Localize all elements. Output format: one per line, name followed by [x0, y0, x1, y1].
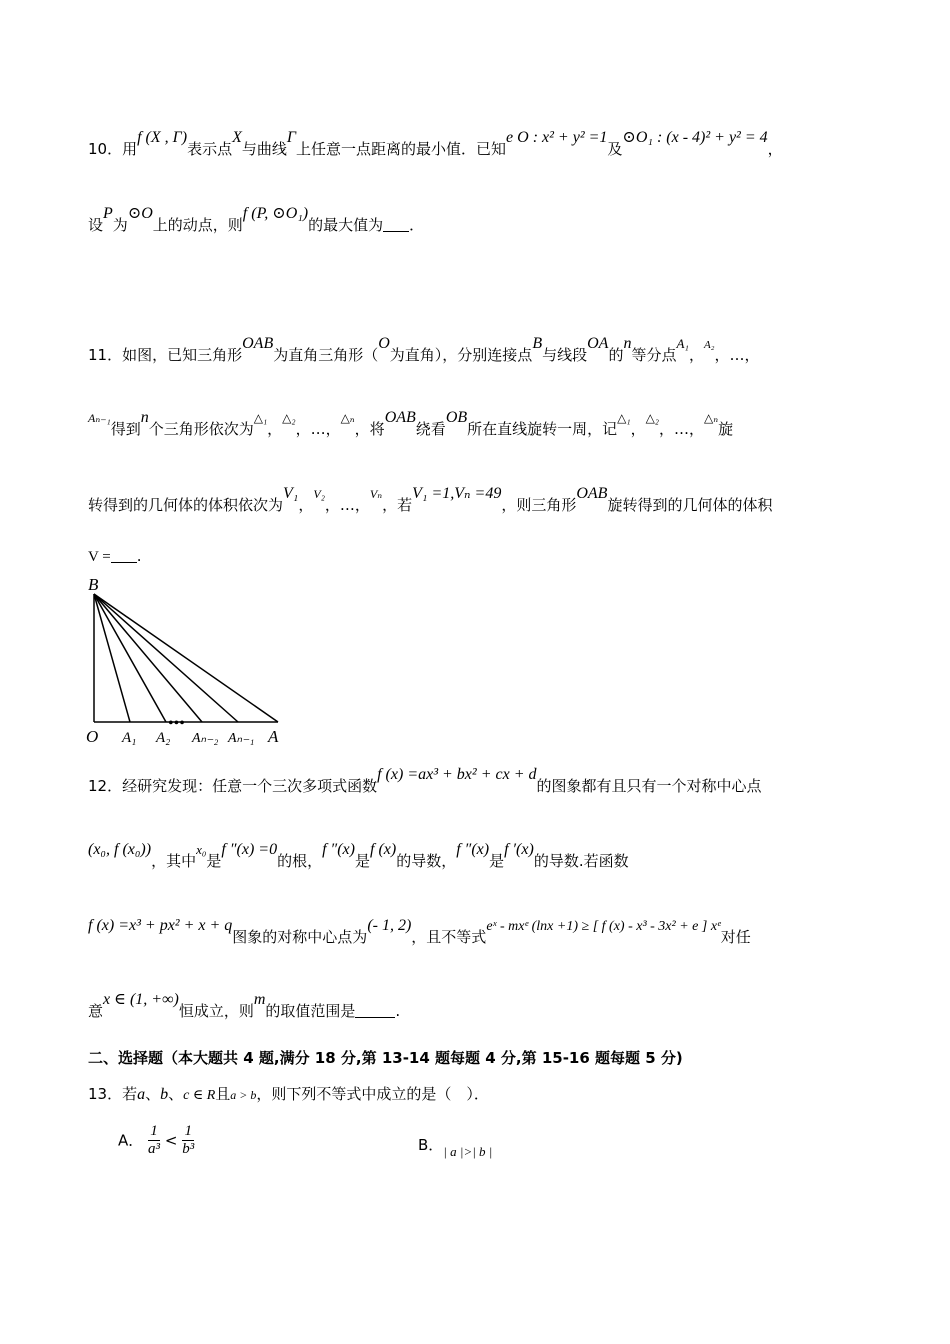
frac-numerator: 1	[150, 1123, 158, 1139]
q13-text: 、	[168, 1085, 184, 1103]
label-a: A	[268, 727, 279, 746]
q11-text: ，…，	[324, 496, 370, 514]
q11-text: 绕看	[415, 420, 446, 438]
option-a-relation: <	[164, 1131, 178, 1150]
q10-text: 的最大值为	[308, 216, 384, 234]
q10-text: 上任意一点距离的最小值．已知	[296, 140, 507, 158]
q11-text: 为直角），分别连接点	[389, 346, 533, 364]
q11-text: ，…，	[295, 420, 341, 438]
q10-answer-blank[interactable]	[383, 217, 409, 232]
q12-line-2	[88, 841, 629, 873]
q12-m: m	[253, 991, 266, 1008]
q12-cubic: f (x) =ax³ + bx² + cx + d	[377, 766, 537, 783]
q11-oab: OAB	[242, 335, 274, 352]
q11-vn: Vₙ	[369, 487, 383, 501]
q10-number: 10．	[88, 140, 123, 158]
option-a-label: A．	[118, 1131, 144, 1150]
triangle-figure	[84, 574, 294, 748]
q11-text: 如图，已知三角形	[122, 346, 243, 364]
q13-a: a	[137, 1086, 146, 1103]
q10-text: ，	[767, 140, 783, 158]
q12-line-1	[88, 766, 762, 798]
option-b-expr: | a |>| b |	[443, 1144, 493, 1159]
q11-o: O	[378, 335, 390, 352]
q11-text: ，则三角形	[501, 496, 577, 514]
section-2-heading: 二、选择题（本大题共 4 题,满分 18 分,第 13-14 题每题 4 分,第 15-16 题每题 5 分)	[88, 1049, 683, 1067]
q12-point: (- 1, 2)	[367, 917, 412, 934]
label-a2: A₂	[156, 730, 171, 746]
q12-text: 是	[206, 852, 222, 870]
q13-text: 若	[122, 1085, 138, 1103]
q12-line-3	[88, 917, 751, 950]
q10-line-1	[88, 129, 783, 161]
q12-func: f (x) =x³ + px² + x + q	[88, 917, 233, 934]
segment-ban1	[94, 594, 238, 722]
q12-text: 经研究发现：任意一个三次多项式函数	[122, 777, 378, 795]
q13-c-in-r: c ∈ R	[183, 1088, 216, 1103]
q12-text: 是	[489, 852, 505, 870]
q12-text: 的取值范围是	[265, 1002, 356, 1020]
q12-fpp0: f ″(x) =0	[221, 841, 278, 858]
q13-option-b[interactable]	[418, 1134, 492, 1157]
option-a-fraction-2	[182, 1123, 194, 1158]
q13-number: 13．	[88, 1085, 123, 1103]
q10-text: 用	[122, 140, 138, 158]
q11-n: n	[623, 335, 632, 352]
q11-condition: V₁ =1,Vₙ =49	[412, 485, 502, 502]
q11-text: 所在直线旋转一周，记	[467, 420, 618, 438]
q10-text: ．	[409, 216, 425, 234]
q12-text: .	[395, 1002, 401, 1020]
q13-text: ，则下列不等式中成立的是（ ）．	[256, 1085, 489, 1103]
q11-ob: OB	[445, 409, 468, 426]
frac-denominator: a³	[148, 1141, 161, 1157]
q11-v-label: V =	[88, 549, 111, 565]
q11-text: ，…，	[714, 346, 760, 364]
q11-line-2	[88, 409, 734, 441]
q11-answer-blank[interactable]	[111, 548, 137, 563]
q12-text: 对任	[720, 928, 751, 946]
q12-text: 的导数，	[396, 852, 457, 870]
q12-text: 是	[354, 852, 370, 870]
label-an2: Aₙ₋₂	[192, 731, 219, 746]
q12-fp: f ′(x)	[504, 841, 534, 858]
q11-text: ，	[267, 420, 283, 438]
q11-text: ，将	[354, 420, 385, 438]
option-a-fraction-1	[148, 1123, 160, 1158]
q12-x0: x₀	[196, 842, 207, 857]
q11-trin: △ₙ	[340, 411, 355, 425]
q11-text: 旋转得到的几何体的体积	[607, 496, 773, 514]
q11-v1: V₁	[283, 485, 299, 502]
q11-line-3	[88, 485, 773, 517]
q12-fpp: f ″(x)	[322, 841, 355, 858]
q11-text: ，	[688, 346, 704, 364]
segment-ba1	[94, 594, 130, 722]
label-an1: Aₙ₋₁	[228, 731, 255, 746]
q10-text: 上的动点，则	[152, 216, 243, 234]
option-b-label: B．	[418, 1136, 444, 1154]
q12-fx: f (x)	[370, 841, 397, 858]
q12-center: (x₀, f (x₀))	[88, 841, 152, 858]
q11-n: n	[140, 409, 149, 426]
q11-text: ，	[630, 420, 646, 438]
q10-text: 设	[88, 216, 104, 234]
q10-odot-o: ⊙O	[127, 205, 153, 222]
q11-text: 与线段	[542, 346, 588, 364]
q13-a-gt-b: a > b	[230, 1088, 257, 1102]
q13-b: b	[160, 1086, 169, 1103]
label-b: B	[88, 575, 99, 594]
q11-text: .	[136, 547, 142, 565]
q11-text: 个三角形依次为	[148, 420, 254, 438]
q11-tri2: △₂	[645, 411, 659, 425]
q11-a2: A₂	[703, 339, 715, 351]
q11-text: 为直角三角形（	[273, 346, 379, 364]
label-o: O	[86, 727, 99, 746]
q12-text: ，其中	[151, 852, 197, 870]
q12-text: 的导数.若函数	[533, 852, 629, 870]
q10-text: 与曲线	[241, 140, 287, 158]
q12-text: ，且不等式	[411, 928, 487, 946]
q13-text: 且	[215, 1085, 231, 1103]
q10-f-p: f (P, ⊙O₁)	[242, 205, 309, 222]
q11-text: ，	[298, 496, 314, 514]
q11-tri1: △₁	[253, 411, 268, 425]
q11-number: 11．	[88, 346, 123, 364]
q10-text: 及	[607, 140, 623, 158]
q12-answer-blank[interactable]	[355, 1003, 395, 1018]
q11-a1: A₁	[676, 336, 689, 351]
q11-trin: △ₙ	[704, 411, 719, 425]
q12-inequality: eˣ - mxᵉ (lnx +1) ≥ [ f (x) - x³ - 3x² + e ] xᵉ	[486, 919, 721, 934]
q11-line-1	[88, 335, 760, 368]
q11-tri2: △₂	[282, 411, 296, 425]
q13-option-a[interactable]	[118, 1123, 194, 1158]
frac-denominator: b³	[182, 1141, 195, 1157]
q11-text: 得到	[110, 420, 141, 438]
q12-text: 的根，	[277, 852, 323, 870]
q12-line-4	[88, 991, 401, 1023]
q12-text: 恒成立，则	[178, 1002, 254, 1020]
q11-b: B	[532, 335, 543, 352]
q10-circle-o: e O : x² + y² =1	[506, 129, 608, 146]
q11-oab: OAB	[576, 485, 608, 502]
label-a1: A₁	[122, 730, 137, 746]
q12-fpp: f ″(x)	[456, 841, 490, 858]
q11-oa: OA	[587, 335, 609, 352]
q10-var-x: X	[232, 129, 242, 146]
q11-text: 等分点	[631, 346, 677, 364]
q11-an1: Aₙ₋₁	[88, 411, 111, 425]
q10-text: 为	[112, 216, 128, 234]
q13-line-1	[88, 1083, 489, 1107]
q11-text: 的	[608, 346, 624, 364]
q11-v2: V₂	[313, 487, 325, 501]
segment-ba2	[94, 594, 166, 722]
q10-gamma: Γ	[286, 129, 297, 146]
label-dots: •••	[168, 715, 185, 732]
q11-text: ，…，	[658, 420, 704, 438]
q10-text: 表示点	[187, 140, 233, 158]
q10-var-p: P	[103, 205, 113, 222]
q12-number: 12．	[88, 777, 123, 795]
q11-text: 转得到的几何体的体积依次为	[88, 496, 284, 514]
q12-domain: x ∈ (1, +∞)	[103, 991, 179, 1008]
q10-circle-o1: ⊙O₁ : (x - 4)² + y² = 4	[622, 129, 768, 146]
q12-text: 意	[88, 1002, 104, 1020]
q11-text: ，若	[382, 496, 413, 514]
q10-line-2	[88, 205, 425, 237]
frac-numerator: 1	[184, 1123, 192, 1139]
q10-f-expr: f (X , Γ)	[137, 129, 188, 146]
q11-oab: OAB	[384, 409, 416, 426]
q12-text: 的图象都有且只有一个对称中心点	[536, 777, 762, 795]
q11-text: 旋	[718, 420, 734, 438]
q12-text: 图象的对称中心点为	[232, 928, 368, 946]
q13-text: 、	[145, 1085, 161, 1103]
q11-tri1: △₁	[617, 411, 631, 425]
q11-line-4	[88, 545, 142, 568]
